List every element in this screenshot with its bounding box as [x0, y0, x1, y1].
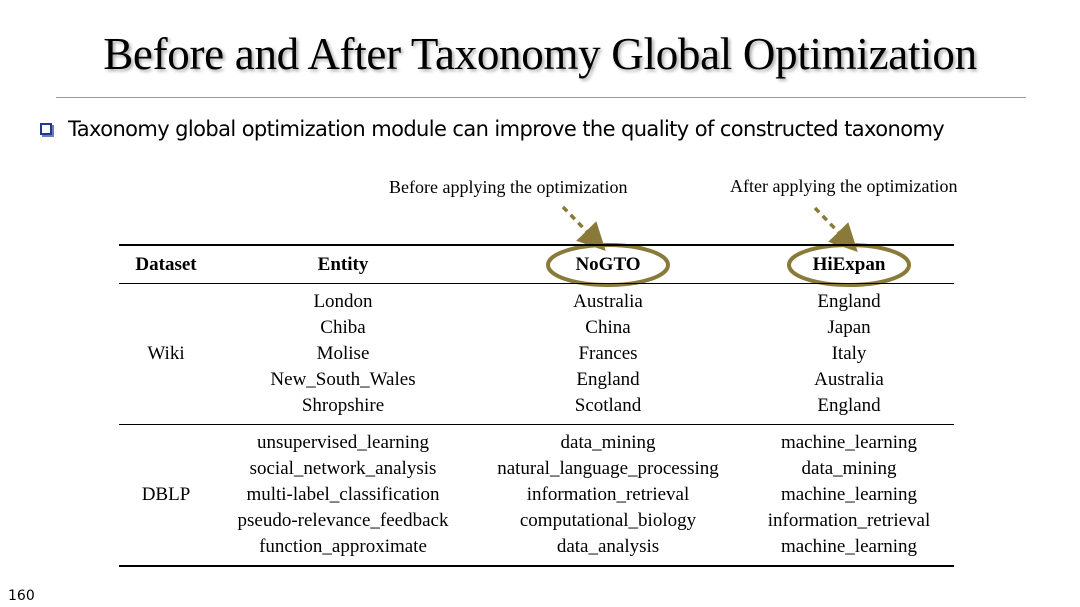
nogto-cell: data_analysis	[556, 536, 660, 557]
dataset-label: DBLP	[141, 484, 191, 505]
dataset-label: Wiki	[147, 343, 185, 364]
nogto-cell: England	[576, 369, 640, 390]
header-entity: Entity	[317, 254, 369, 275]
entity-cell: New_South_Wales	[270, 369, 416, 390]
hiexpan-cell: machine_learning	[780, 484, 918, 505]
slide-title: Before and After Taxonomy Global Optimization	[103, 29, 977, 79]
nogto-cell: computational_biology	[519, 510, 697, 531]
hiexpan-cell: Italy	[831, 343, 867, 364]
table-header-rule	[119, 283, 954, 284]
hiexpan-cell: data_mining	[801, 458, 897, 479]
after-annotation: After applying the optimization	[730, 176, 958, 196]
entity-cell: multi-label_classification	[246, 484, 440, 505]
nogto-cell: China	[585, 317, 631, 338]
title-divider	[56, 97, 1026, 98]
entity-cell: London	[313, 291, 373, 312]
before-arrow-icon	[563, 207, 596, 241]
header-nogto: NoGTO	[575, 254, 641, 275]
entity-cell: Molise	[316, 343, 370, 364]
header-hiexpan: HiExpan	[812, 254, 886, 275]
entity-cell: function_approximate	[259, 536, 427, 557]
table-group-rule	[119, 424, 954, 425]
nogto-cell: natural_language_processing	[497, 458, 719, 479]
entity-cell: social_network_analysis	[249, 458, 437, 479]
nogto-cell: information_retrieval	[526, 484, 690, 505]
bullet-text: Taxonomy global optimization module can improve the quality of constructed taxonomy	[68, 117, 945, 141]
table-bottom-rule	[119, 565, 954, 567]
square-bullet-icon	[40, 123, 52, 135]
entity-cell: unsupervised_learning	[256, 432, 430, 453]
nogto-cell: Australia	[573, 291, 643, 312]
entity-cell: Chiba	[320, 317, 366, 338]
header-dataset: Dataset	[135, 254, 197, 275]
nogto-cell: Frances	[578, 343, 638, 364]
table-top-rule	[119, 244, 954, 246]
hiexpan-cell: England	[817, 291, 881, 312]
after-arrow-icon	[815, 208, 848, 242]
before-annotation: Before applying the optimization	[389, 177, 628, 197]
hiexpan-cell: information_retrieval	[767, 510, 931, 531]
hiexpan-cell: Australia	[814, 369, 884, 390]
nogto-cell: Scotland	[574, 395, 642, 416]
nogto-cell: data_mining	[560, 432, 656, 453]
hiexpan-cell: machine_learning	[780, 536, 918, 557]
hiexpan-cell: Japan	[827, 317, 871, 338]
entity-cell: Shropshire	[301, 395, 385, 416]
page-number: 160	[8, 588, 35, 604]
hiexpan-cell: England	[817, 395, 881, 416]
entity-cell: pseudo-relevance_feedback	[237, 510, 449, 531]
bullet-point	[40, 114, 944, 144]
hiexpan-cell: machine_learning	[780, 432, 918, 453]
